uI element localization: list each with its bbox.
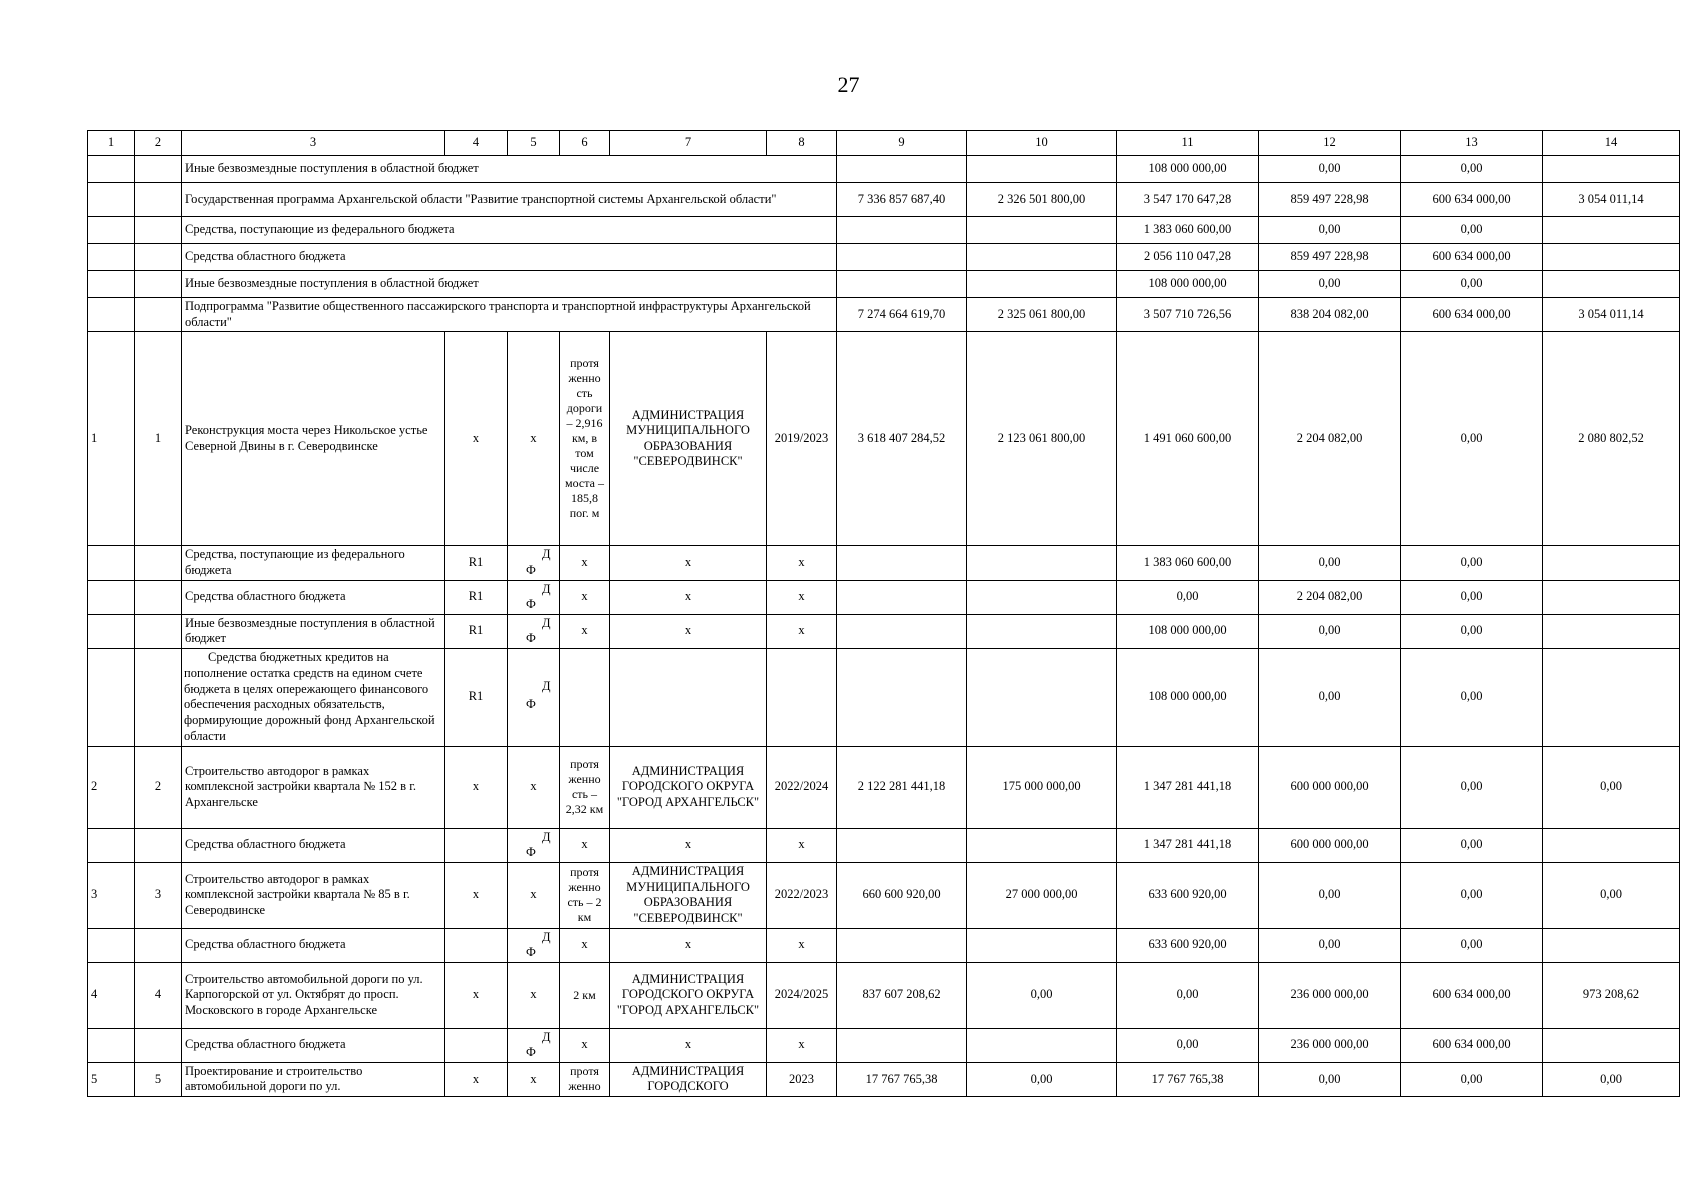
cell-c14: 0,00	[1543, 1062, 1680, 1096]
program-title: Государственная программа Архангельской области "Развитие транспортной системы Архангельской области"	[182, 183, 837, 217]
cell-c1: 2	[88, 746, 135, 828]
cell-c11: 17 767 765,38	[1117, 1062, 1259, 1096]
cell-c5-d: Д	[542, 678, 551, 693]
cell-c13: 600 634 000,00	[1401, 183, 1543, 217]
cell-c6: x	[560, 546, 610, 580]
cell-c2: 2	[135, 746, 182, 828]
header-cell: 13	[1401, 131, 1543, 156]
cell-c12: 236 000 000,00	[1259, 962, 1401, 1028]
row-label: Средства областного бюджета	[182, 928, 445, 962]
row-label: Средства, поступающие из федерального бюджета	[182, 217, 837, 244]
cell-c9: 2 122 281 441,18	[837, 746, 967, 828]
cell-c5-f: Ф	[526, 562, 536, 577]
cell-c13: 0,00	[1401, 217, 1543, 244]
cell-c13: 0,00	[1401, 156, 1543, 183]
responsible-org: АДМИНИСТРАЦИЯ ГОРОДСКОГО ОКРУГА "ГОРОД АРХАНГЕЛЬСК"	[610, 746, 767, 828]
row-label: Средства областного бюджета	[182, 828, 445, 862]
object-name: Строительство автодорог в рамках комплексной застройки квартала № 85 в г. Северодвинске	[182, 862, 445, 928]
cell-c4: R1	[445, 648, 508, 746]
cell-c2: 3	[135, 862, 182, 928]
cell-c5-f: Ф	[526, 596, 536, 611]
cell-c11: 3 507 710 726,56	[1117, 298, 1259, 332]
cell-c13: 0,00	[1401, 746, 1543, 828]
cell-c11: 108 000 000,00	[1117, 271, 1259, 298]
header-cell: 7	[610, 131, 767, 156]
cell-c13: 600 634 000,00	[1401, 1028, 1543, 1062]
cell-c2: 1	[135, 332, 182, 546]
cell-c12: 0,00	[1259, 1062, 1401, 1096]
cell-c4: x	[445, 962, 508, 1028]
cell-c5: x	[508, 746, 560, 828]
cell-c7: x	[610, 580, 767, 614]
cell-c5-f: Ф	[526, 631, 536, 646]
cell-c5: x	[508, 962, 560, 1028]
responsible-org: АДМИНИСТРАЦИЯ МУНИЦИПАЛЬНОГО ОБРАЗОВАНИЯ "СЕВЕРОДВИНСК"	[610, 862, 767, 928]
cell-c11: 1 347 281 441,18	[1117, 828, 1259, 862]
cell-c11: 3 547 170 647,28	[1117, 183, 1259, 217]
cell-c14: 2 080 802,52	[1543, 332, 1680, 546]
cell-c10: 175 000 000,00	[967, 746, 1117, 828]
header-cell: 11	[1117, 131, 1259, 156]
cell-c11: 0,00	[1117, 1028, 1259, 1062]
subprogram-title: Подпрограмма "Развитие общественного пассажирского транспорта и транспортной инфраструктуры Архангельской области"	[182, 298, 837, 332]
cell-c13: 0,00	[1401, 580, 1543, 614]
cell-c10: 2 325 061 800,00	[967, 298, 1117, 332]
cell-c12: 0,00	[1259, 156, 1401, 183]
cell-c7: x	[610, 928, 767, 962]
cell-c8: x	[767, 580, 837, 614]
table-row	[88, 862, 1680, 928]
column-number-row	[88, 131, 1680, 156]
cell-c14: 3 054 011,14	[1543, 298, 1680, 332]
cell-c10: 0,00	[967, 962, 1117, 1028]
cell-c8: x	[767, 614, 837, 648]
cell-c13: 600 634 000,00	[1401, 244, 1543, 271]
cell-c4: x	[445, 1062, 508, 1096]
cell-c5-d: Д	[542, 581, 551, 596]
cell-c7: x	[610, 1028, 767, 1062]
cell-c13: 0,00	[1401, 928, 1543, 962]
cell-c13: 0,00	[1401, 332, 1543, 546]
cell-c1: 5	[88, 1062, 135, 1096]
cell-c12: 600 000 000,00	[1259, 828, 1401, 862]
table-row	[88, 332, 1680, 546]
cell-c12: 859 497 228,98	[1259, 244, 1401, 271]
header-cell: 5	[508, 131, 560, 156]
cell-c11: 0,00	[1117, 962, 1259, 1028]
cell-c7: x	[610, 546, 767, 580]
header-cell: 10	[967, 131, 1117, 156]
table-row	[88, 271, 1680, 298]
cell-c11: 108 000 000,00	[1117, 648, 1259, 746]
cell-c6: x	[560, 580, 610, 614]
header-cell: 9	[837, 131, 967, 156]
cell-c5	[508, 614, 560, 648]
object-name: Строительство автодорог в рамках комплексной застройки квартала № 152 в г. Архангельске	[182, 746, 445, 828]
cell-c5	[508, 546, 560, 580]
row-label: Иные безвозмездные поступления в областной бюджет	[182, 614, 445, 648]
cell-c11: 1 383 060 600,00	[1117, 217, 1259, 244]
cell-c8: 2024/2025	[767, 962, 837, 1028]
row-label: Иные безвозмездные поступления в областной бюджет	[182, 156, 837, 183]
cell-c11: 633 600 920,00	[1117, 928, 1259, 962]
cell-c4: R1	[445, 580, 508, 614]
capacity-cell: 2 км	[560, 962, 610, 1028]
cell-c5: x	[508, 332, 560, 546]
responsible-org: АДМИНИСТРАЦИЯ МУНИЦИПАЛЬНОГО ОБРАЗОВАНИЯ "СЕВЕРОДВИНСК"	[610, 332, 767, 546]
cell-c4: R1	[445, 546, 508, 580]
cell-c9: 660 600 920,00	[837, 862, 967, 928]
cell-c14: 3 054 011,14	[1543, 183, 1680, 217]
cell-c12: 0,00	[1259, 271, 1401, 298]
cell-c10: 0,00	[967, 1062, 1117, 1096]
header-cell: 8	[767, 131, 837, 156]
table-row	[88, 962, 1680, 1028]
cell-c5-d: Д	[542, 615, 551, 630]
cell-c12: 0,00	[1259, 217, 1401, 244]
cell-c9: 7 274 664 619,70	[837, 298, 967, 332]
cell-c2: 4	[135, 962, 182, 1028]
cell-c12: 0,00	[1259, 648, 1401, 746]
responsible-org: АДМИНИСТРАЦИЯ ГОРОДСКОГО ОКРУГА "ГОРОД АРХАНГЕЛЬСК"	[610, 962, 767, 1028]
cell-c12: 2 204 082,00	[1259, 332, 1401, 546]
cell-c9: 837 607 208,62	[837, 962, 967, 1028]
row-label: Иные безвозмездные поступления в областной бюджет	[182, 271, 837, 298]
header-cell: 6	[560, 131, 610, 156]
cell-c11: 2 056 110 047,28	[1117, 244, 1259, 271]
cell-c13: 0,00	[1401, 546, 1543, 580]
row-label: Средства областного бюджета	[182, 244, 837, 271]
row-label: Средства областного бюджета	[182, 1028, 445, 1062]
cell-c6: x	[560, 614, 610, 648]
cell-c12: 0,00	[1259, 862, 1401, 928]
cell-c6: x	[560, 828, 610, 862]
header-cell: 1	[88, 131, 135, 156]
object-name: Строительство автомобильной дороги по ул. Карпогорской от ул. Октябрят до просп. Московского в городе Архангельске	[182, 962, 445, 1028]
cell-c2: 5	[135, 1062, 182, 1096]
cell-c7: x	[610, 614, 767, 648]
cell-c9: 3 618 407 284,52	[837, 332, 967, 546]
cell-c1: 4	[88, 962, 135, 1028]
cell-c5-f: Ф	[526, 696, 536, 711]
cell-c5: x	[508, 1062, 560, 1096]
cell-c10: 2 123 061 800,00	[967, 332, 1117, 546]
cell-c8: 2019/2023	[767, 332, 837, 546]
cell-c10: 27 000 000,00	[967, 862, 1117, 928]
cell-c5	[508, 828, 560, 862]
cell-c5	[508, 648, 560, 746]
cell-c11: 0,00	[1117, 580, 1259, 614]
table-row	[88, 928, 1680, 962]
cell-c5-f: Ф	[526, 1045, 536, 1060]
cell-c9: 17 767 765,38	[837, 1062, 967, 1096]
cell-c14: 0,00	[1543, 746, 1680, 828]
table-row	[88, 244, 1680, 271]
cell-c13: 600 634 000,00	[1401, 298, 1543, 332]
table-row	[88, 1028, 1680, 1062]
table-row	[88, 1062, 1680, 1096]
cell-c5-f: Ф	[526, 845, 536, 860]
cell-c9: 7 336 857 687,40	[837, 183, 967, 217]
cell-c11: 1 491 060 600,00	[1117, 332, 1259, 546]
cell-c13: 0,00	[1401, 271, 1543, 298]
table-row	[88, 828, 1680, 862]
row-label: Средства областного бюджета	[182, 580, 445, 614]
cell-c5	[508, 928, 560, 962]
cell-c11: 633 600 920,00	[1117, 862, 1259, 928]
cell-c8: 2023	[767, 1062, 837, 1096]
header-cell: 4	[445, 131, 508, 156]
cell-c8: x	[767, 1028, 837, 1062]
row-label: Средства бюджетных кредитов на пополнение остатка средств на едином счете бюджета в целях опережающего финансового обеспечения расходных обязательств, формирующие дорожный фонд Архангельской области	[182, 648, 445, 746]
cell-c4: x	[445, 862, 508, 928]
cell-c14: 973 208,62	[1543, 962, 1680, 1028]
cell-c11: 108 000 000,00	[1117, 156, 1259, 183]
cell-c5-d: Д	[542, 929, 551, 944]
capacity-cell: протя женно сть – 2,32 км	[560, 746, 610, 828]
capacity-cell: протя женно сть – 2 км	[560, 862, 610, 928]
header-cell: 2	[135, 131, 182, 156]
cell-c12: 236 000 000,00	[1259, 1028, 1401, 1062]
cell-c5: x	[508, 862, 560, 928]
cell-c6: x	[560, 1028, 610, 1062]
cell-c4: x	[445, 332, 508, 546]
cell-c5	[508, 1028, 560, 1062]
responsible-org: АДМИНИСТРАЦИЯ ГОРОДСКОГО	[610, 1062, 767, 1096]
cell-c11: 108 000 000,00	[1117, 614, 1259, 648]
table-row	[88, 648, 1680, 746]
object-name: Проектирование и строительство автомобильной дороги по ул.	[182, 1062, 445, 1096]
page-number: 27	[837, 72, 860, 97]
cell-c8: 2022/2024	[767, 746, 837, 828]
cell-c5-d: Д	[542, 829, 551, 844]
cell-c1: 1	[88, 332, 135, 546]
cell-c8: x	[767, 546, 837, 580]
table-row	[88, 298, 1680, 332]
cell-c8: x	[767, 828, 837, 862]
cell-c13: 0,00	[1401, 614, 1543, 648]
budget-table	[87, 130, 1680, 1097]
cell-c12: 2 204 082,00	[1259, 580, 1401, 614]
header-cell: 12	[1259, 131, 1401, 156]
table-row	[88, 156, 1680, 183]
cell-c10: 2 326 501 800,00	[967, 183, 1117, 217]
cell-c5	[508, 580, 560, 614]
cell-c12: 838 204 082,00	[1259, 298, 1401, 332]
cell-c14: 0,00	[1543, 862, 1680, 928]
cell-c1: 3	[88, 862, 135, 928]
cell-c13: 0,00	[1401, 1062, 1543, 1096]
capacity-cell: протя женно	[560, 1062, 610, 1096]
cell-c5-d: Д	[542, 1029, 551, 1044]
cell-c5-f: Ф	[526, 945, 536, 960]
cell-c7: x	[610, 828, 767, 862]
cell-c8: 2022/2023	[767, 862, 837, 928]
cell-c12: 0,00	[1259, 928, 1401, 962]
table-row	[88, 217, 1680, 244]
cell-c13: 0,00	[1401, 862, 1543, 928]
table-row	[88, 546, 1680, 580]
object-name: Реконструкция моста через Никольское устье Северной Двины в г. Северодвинске	[182, 332, 445, 546]
cell-c8: x	[767, 928, 837, 962]
cell-c5-d: Д	[542, 547, 551, 562]
cell-c12: 600 000 000,00	[1259, 746, 1401, 828]
cell-c13: 0,00	[1401, 648, 1543, 746]
row-label: Средства, поступающие из федерального бюджета	[182, 546, 445, 580]
cell-c4: x	[445, 746, 508, 828]
cell-c12: 0,00	[1259, 614, 1401, 648]
table-row	[88, 746, 1680, 828]
table-row	[88, 614, 1680, 648]
cell-c12: 859 497 228,98	[1259, 183, 1401, 217]
cell-c6: x	[560, 928, 610, 962]
table-row	[88, 580, 1680, 614]
cell-c11: 1 383 060 600,00	[1117, 546, 1259, 580]
cell-c11: 1 347 281 441,18	[1117, 746, 1259, 828]
table-row	[88, 183, 1680, 217]
cell-c4: R1	[445, 614, 508, 648]
cell-c13: 600 634 000,00	[1401, 962, 1543, 1028]
cell-c13: 0,00	[1401, 828, 1543, 862]
capacity-cell: протя женно сть дороги – 2,916 км, в том числе моста – 185,8 пог. м	[560, 332, 610, 546]
header-cell: 3	[182, 131, 445, 156]
header-cell: 14	[1543, 131, 1680, 156]
cell-c12: 0,00	[1259, 546, 1401, 580]
